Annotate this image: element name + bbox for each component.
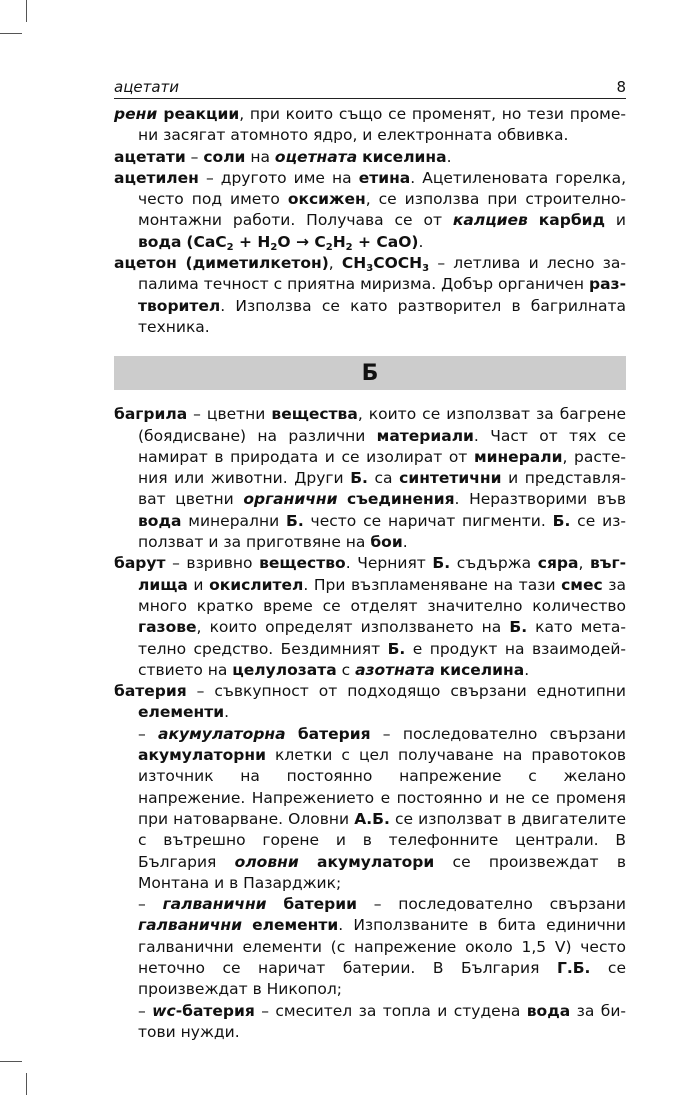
text-run: киселина [362, 147, 447, 166]
text-run: – [138, 1001, 153, 1020]
text-run: – другото име на [198, 168, 359, 187]
text-run: като метателно средство. Бездимният [138, 618, 626, 658]
text-run: , [578, 554, 591, 573]
text-run: съединения [347, 490, 455, 509]
text-run: ацетати [114, 147, 186, 166]
crop-mark-top-left-h [0, 33, 22, 34]
text-run: . Използваните в бита единични галванични елементи (с напрежение около 1,5 V) често неточно се наричат батерии. В България [138, 916, 626, 977]
text-run [286, 725, 298, 743]
dictionary-entry [114, 147, 626, 168]
text-run: Б. [350, 469, 368, 488]
text-run: вода [138, 511, 182, 530]
text-run: акумулаторна [158, 724, 286, 743]
text-run: вода [138, 232, 182, 251]
text-run: Б. [387, 639, 406, 658]
text-run: галванични [162, 895, 267, 914]
text-run: – [138, 895, 163, 914]
text-run: и представляват цветни [138, 469, 627, 509]
text-run: за много кратко време се отделят значително количество [138, 575, 626, 615]
sub-entry [114, 894, 626, 1000]
text-run: . Част от тях се намират в природата и се изолират от [138, 426, 626, 466]
text-run: оловни [234, 852, 299, 871]
page-header [114, 74, 626, 99]
text-run: често се наричат пигменти. [303, 511, 553, 530]
text-run [267, 895, 284, 913]
text-run: 2 [325, 241, 333, 253]
text-run: . Неразтворими във [454, 490, 626, 509]
text-run: оксижен [287, 190, 366, 209]
text-run: соли [203, 147, 246, 166]
text-run: и [605, 211, 626, 230]
text-run: – цветни [187, 405, 272, 424]
text-run: , които се използват за багрене (боядисване) на различни [138, 405, 626, 445]
text-run: карбид [538, 211, 606, 230]
text-run: оцетната [274, 147, 358, 166]
text-run: ацетон (диметилкетон) [114, 254, 329, 273]
text-run: газове [138, 618, 197, 637]
text-run: 2 [270, 241, 278, 253]
text-run: Г.Б. [556, 958, 591, 977]
book-page [114, 74, 626, 1043]
text-run: за битови нужди. [138, 1001, 626, 1041]
text-run: – [185, 147, 204, 166]
text-run: , при които също се променят, но тези промени засягат атомното ядро, и електронната обвивка. [138, 105, 627, 145]
text-run: и [187, 575, 210, 594]
text-run: CH [341, 254, 367, 273]
text-run: с [336, 660, 356, 679]
text-run: , се използва при строително-монтажни работи. Получава се от [138, 190, 626, 230]
section-heading: Б [114, 356, 626, 390]
crop-mark-bottom-left-h [0, 1061, 22, 1062]
text-run: . Ацетиленовата горелка, често под името [138, 168, 626, 209]
text-run: бои [370, 533, 403, 552]
text-run: COCH [373, 254, 423, 273]
text-run: е продукт на взаимодействието на [138, 639, 626, 679]
text-run: – последователно свързани [356, 895, 626, 914]
text-run [337, 490, 347, 508]
text-run: , растения или животни. Други [138, 447, 627, 488]
text-run: 2 [226, 241, 234, 253]
text-run: сяра [537, 554, 579, 573]
text-run: елементи [252, 916, 339, 935]
text-run: рени [114, 105, 164, 123]
text-run: барут [114, 554, 166, 573]
text-run: батерия [297, 724, 371, 743]
text-run: разтворител [138, 275, 626, 315]
dictionary-entry [114, 104, 626, 147]
text-run: . [446, 147, 452, 166]
text-run: . Черният [345, 554, 433, 573]
dictionary-entry [114, 253, 626, 338]
text-run: минерални [181, 511, 286, 530]
text-run: вещество [259, 554, 346, 573]
text-run: , които определят използването на [196, 618, 510, 637]
text-run: батерии [283, 895, 357, 914]
text-run: . [224, 703, 230, 722]
text-run: Б. [509, 618, 528, 637]
text-run: синтетични [399, 469, 502, 488]
text-run: материали [376, 426, 474, 445]
text-run: елементи [138, 703, 225, 722]
crop-mark-top-left-v [26, 0, 27, 22]
text-run: + CaO) [352, 232, 419, 251]
text-run: ацетилен [114, 168, 199, 187]
text-run: , [328, 254, 342, 273]
dictionary-entry [114, 681, 626, 724]
text-run: вещества [271, 405, 358, 424]
text-run: са [367, 469, 400, 488]
dictionary-entry [114, 553, 626, 681]
text-run: 3 [422, 263, 430, 275]
text-run: Б. [432, 554, 451, 573]
sub-entry [114, 1001, 626, 1044]
dictionary-entries [114, 104, 626, 1043]
text-run: – [138, 724, 159, 743]
text-run: багрила [114, 405, 188, 424]
text-run: органични [243, 490, 338, 509]
text-run: се използват в двигателите с вътрешно горене и в телефонните централи. В България [138, 809, 627, 871]
text-run [528, 211, 539, 229]
text-run: реакции [163, 105, 240, 123]
dictionary-entry [114, 168, 626, 253]
sub-entry [114, 724, 626, 894]
text-run: акумулаторни [138, 746, 266, 765]
text-run [299, 853, 317, 871]
running-title: ацетати [114, 78, 180, 96]
text-run: киселина [439, 660, 525, 679]
text-run: . [402, 533, 408, 552]
text-run: минерали [473, 447, 563, 466]
text-run: . [524, 660, 530, 679]
text-run: А.Б. [354, 809, 390, 828]
text-run: Б. [286, 511, 304, 530]
text-run: wc [152, 1001, 176, 1020]
crop-mark-bottom-left-v [26, 1073, 27, 1095]
text-run: + H [233, 232, 271, 251]
text-run: (CaC [186, 232, 227, 251]
page-number: 8 [616, 78, 626, 96]
text-run: клетки с цел получаване на правотоков източник на постоянно напрежение с желано напрежение. Напрежението е постоянно и не се променя при натоварване. Оловни [138, 746, 626, 828]
text-run: калциев [452, 211, 528, 230]
dictionary-entry [114, 404, 626, 553]
text-run: – съвкупност от подходящо свързани еднотипни [186, 682, 626, 701]
text-run: Б. [552, 511, 571, 530]
text-run: се произвеждат в Никопол; [138, 958, 626, 999]
text-run: H [332, 232, 346, 251]
text-run: – смесител за топла и студена [254, 1001, 527, 1020]
text-run: O → C [277, 232, 326, 251]
text-run: азотната [355, 660, 435, 679]
text-run: 2 [345, 241, 353, 253]
text-run: съдържа [450, 554, 538, 573]
text-run: акумулатори [317, 852, 435, 871]
text-run: батерия [114, 682, 187, 701]
text-run: – последователно свързани [370, 724, 626, 743]
text-run: смес [561, 575, 603, 594]
text-run: . [418, 232, 424, 251]
text-run: -батерия [175, 1001, 255, 1020]
text-run: . При възпламеняване на тази [303, 575, 562, 594]
text-run: вода [526, 1001, 571, 1020]
text-run: етина [358, 168, 411, 187]
text-run: – взривно [165, 554, 260, 573]
text-run: 3 [366, 263, 374, 275]
text-run: целулозата [232, 660, 337, 679]
text-run: се използват и за приготвяне на [138, 511, 626, 552]
text-run: – летлива и лесно запалима течност с приятна миризма. Добър органичен [138, 254, 626, 294]
text-run: се произвеждат в Монтана и в Пазарджик; [138, 852, 626, 892]
text-run: окислител [209, 575, 304, 594]
text-run: въглища [138, 554, 627, 594]
text-run: галванични [138, 916, 242, 935]
text-run: на [245, 147, 275, 166]
text-run [242, 916, 252, 934]
text-run: . Използва се като разтворител в багрилната техника. [138, 296, 626, 336]
